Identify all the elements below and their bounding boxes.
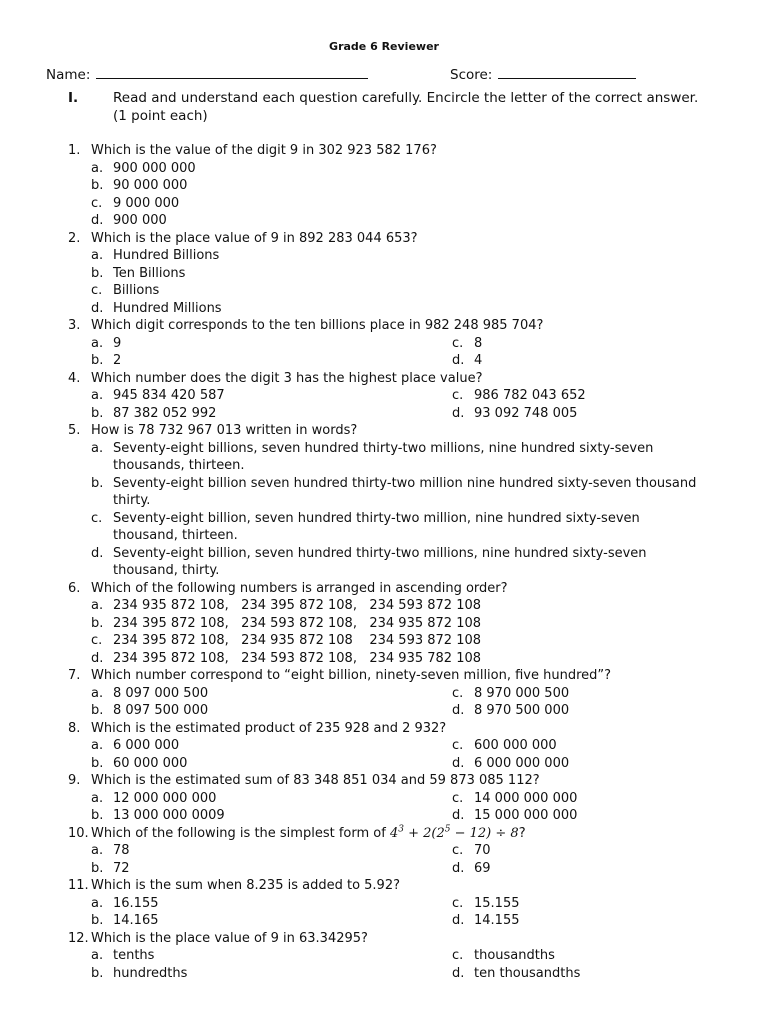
option-letter[interactable]: d. xyxy=(452,808,465,823)
question-number: 10. xyxy=(68,825,89,841)
option-a[interactable] xyxy=(0,160,768,178)
option-text[interactable]: 15.155 xyxy=(474,895,520,911)
question-7 xyxy=(0,667,768,720)
option-row xyxy=(0,352,768,370)
option-letter[interactable]: a. xyxy=(91,738,104,753)
option-letter: b. xyxy=(91,615,104,631)
math-exponent: 3 xyxy=(398,824,404,835)
option-text[interactable]: 93 092 748 005 xyxy=(474,405,578,421)
question-text xyxy=(91,825,526,843)
option-text[interactable]: 986 782 043 652 xyxy=(474,388,586,403)
question-number: 12. xyxy=(68,930,89,946)
option-row xyxy=(0,755,768,773)
option-b[interactable] xyxy=(0,265,768,283)
option-b[interactable] xyxy=(0,177,768,195)
option-letter: b. xyxy=(91,178,104,193)
math-base: 4 xyxy=(389,825,399,841)
option-letter[interactable]: a. xyxy=(91,685,104,701)
option-letter: c. xyxy=(91,195,103,211)
option-letter[interactable]: a. xyxy=(91,790,104,806)
option-letter[interactable]: c. xyxy=(452,388,464,403)
option-text: Ten Billions xyxy=(113,265,186,281)
name-label: Name: xyxy=(46,67,91,83)
option-letter[interactable]: c. xyxy=(452,738,464,753)
option-row xyxy=(0,947,768,965)
option-c[interactable] xyxy=(0,195,768,213)
option-letter: b. xyxy=(91,265,104,281)
option-b[interactable] xyxy=(0,475,768,510)
option-text: 234 395 872 108, 234 593 872 108, 234 935 872 108 xyxy=(113,615,482,631)
question-5 xyxy=(0,422,768,580)
option-letter[interactable]: d. xyxy=(452,703,465,718)
option-letter[interactable]: b. xyxy=(91,703,104,718)
option-text: 234 935 872 108, 234 395 872 108, 234 593 872 108 xyxy=(113,598,482,613)
option-letter: b. xyxy=(91,475,104,491)
option-c[interactable] xyxy=(0,510,768,545)
option-row xyxy=(0,387,768,405)
question-number: 6. xyxy=(68,580,81,596)
option-text[interactable]: 13 000 000 0009 xyxy=(113,808,225,823)
option-b[interactable] xyxy=(0,615,768,633)
option-letter[interactable]: b. xyxy=(91,353,104,368)
option-letter[interactable]: b. xyxy=(91,860,104,876)
option-a[interactable] xyxy=(0,247,768,265)
option-row xyxy=(0,335,768,353)
option-text[interactable]: 9 xyxy=(113,335,122,351)
option-text[interactable]: 8 097 000 500 xyxy=(113,685,209,701)
option-letter: d. xyxy=(91,650,104,666)
question-4 xyxy=(0,370,768,423)
option-row xyxy=(0,807,768,825)
option-text[interactable]: 70 xyxy=(474,843,491,858)
option-c[interactable] xyxy=(0,282,768,300)
option-letter: d. xyxy=(91,213,104,228)
option-text[interactable]: 14.155 xyxy=(474,913,520,928)
option-letter[interactable]: a. xyxy=(91,335,104,351)
question-9 xyxy=(0,772,768,825)
option-letter[interactable]: a. xyxy=(91,388,104,403)
option-text[interactable]: 60 000 000 xyxy=(113,755,188,771)
option-text[interactable]: 72 xyxy=(113,860,130,876)
question-number: 7. xyxy=(68,668,81,683)
page-title: Grade 6 Reviewer xyxy=(329,40,439,53)
option-letter: c. xyxy=(91,283,103,298)
option-letter[interactable]: d. xyxy=(452,405,465,421)
option-text[interactable]: 6 000 000 xyxy=(113,738,180,753)
option-text[interactable]: 15 000 000 000 xyxy=(474,808,578,823)
question-2 xyxy=(0,230,768,318)
option-text[interactable]: 14 000 000 000 xyxy=(474,790,578,806)
score-field xyxy=(450,64,636,83)
option-letter[interactable]: c. xyxy=(452,790,464,806)
option-text: 9 000 000 xyxy=(113,195,180,211)
option-d[interactable] xyxy=(0,650,768,668)
question-number: 1. xyxy=(68,143,81,158)
option-d[interactable] xyxy=(0,212,768,230)
option-text: Hundred Millions xyxy=(113,300,222,316)
option-text: Seventy-eight billion, seven hundred thirty-two million, nine hundred sixty-seven thousand, thirteen. xyxy=(113,510,640,543)
instruction-text: Read and understand each question carefully. Encircle the letter of the correct answer. (1 point each) xyxy=(113,90,699,124)
question-text: Which number does the digit 3 has the highest place value? xyxy=(91,370,483,386)
question-text: How is 78 732 967 013 written in words? xyxy=(91,423,358,438)
option-text[interactable]: 14.165 xyxy=(113,913,159,928)
option-letter: a. xyxy=(91,160,104,176)
option-text[interactable]: hundredths xyxy=(113,965,188,981)
question-text: Which digit corresponds to the ten billions place in 982 248 985 704? xyxy=(91,318,544,333)
score-blank-line[interactable] xyxy=(498,64,636,79)
option-text[interactable]: 8 xyxy=(474,335,483,351)
option-row xyxy=(0,842,768,860)
option-letter: a. xyxy=(91,440,104,456)
option-text[interactable]: 4 xyxy=(474,353,483,368)
option-letter[interactable]: d. xyxy=(452,965,465,981)
option-text[interactable]: 12 000 000 000 xyxy=(113,790,217,806)
option-row xyxy=(0,895,768,913)
question-6 xyxy=(0,580,768,668)
question-text: Which is the estimated sum of 83 348 851 034 and 59 873 085 112? xyxy=(91,773,540,788)
math-part: − 12) ÷ 8 xyxy=(450,825,519,841)
question-text: Which number correspond to “eight billion, ninety-seven million, five hundred”? xyxy=(91,668,612,683)
option-letter: a. xyxy=(91,248,104,263)
option-text[interactable]: 8 097 500 000 xyxy=(113,703,209,718)
option-text: 234 395 872 108, 234 935 872 108 234 593 872 108 xyxy=(113,633,482,648)
option-letter[interactable]: a. xyxy=(91,843,104,858)
question-text: Which is the sum when 8.235 is added to 5.92? xyxy=(91,878,401,893)
option-text: Seventy-eight billion, seven hundred thirty-two millions, nine hundred sixty-seven thousand, thirty. xyxy=(113,545,647,578)
question-list xyxy=(0,142,768,982)
option-letter[interactable]: a. xyxy=(91,948,104,963)
question-mark: ? xyxy=(518,825,526,841)
option-text[interactable]: 69 xyxy=(474,860,491,876)
option-letter[interactable]: b. xyxy=(91,755,104,771)
option-row xyxy=(0,685,768,703)
option-letter: d. xyxy=(91,545,104,561)
option-text[interactable]: 78 xyxy=(113,843,130,858)
option-letter[interactable]: d. xyxy=(452,860,465,876)
question-text: Which is the value of the digit 9 in 302 923 582 176? xyxy=(91,143,437,158)
option-letter[interactable]: b. xyxy=(91,405,104,421)
option-letter: c. xyxy=(91,633,103,648)
question-11 xyxy=(0,877,768,930)
score-label: Score: xyxy=(450,67,493,83)
option-text: 90 000 000 xyxy=(113,178,188,193)
option-text[interactable]: thousandths xyxy=(474,948,555,963)
option-text: Hundred Billions xyxy=(113,248,220,263)
option-text: 900 000 xyxy=(113,213,167,228)
option-row xyxy=(0,860,768,878)
option-text[interactable]: 2 xyxy=(113,353,122,368)
option-row xyxy=(0,965,768,983)
option-text[interactable]: 6 000 000 000 xyxy=(474,755,570,771)
option-text[interactable]: 16.155 xyxy=(113,895,159,911)
question-number: 2. xyxy=(68,230,81,246)
option-row xyxy=(0,737,768,755)
option-text: Seventy-eight billion seven hundred thirty-two million nine hundred sixty-seven thousand thirty. xyxy=(113,475,697,508)
question-number: 3. xyxy=(68,318,81,333)
question-text: Which of the following numbers is arranged in ascending order? xyxy=(91,580,508,596)
question-text: Which is the place value of 9 in 892 283 044 653? xyxy=(91,230,418,246)
option-row xyxy=(0,702,768,720)
option-letter[interactable]: b. xyxy=(91,808,104,823)
question-number: 5. xyxy=(68,423,81,438)
question-8 xyxy=(0,720,768,773)
option-text[interactable]: 945 834 420 587 xyxy=(113,388,225,403)
question-text: Which is the place value of 9 in 63.34295? xyxy=(91,930,368,946)
option-letter[interactable]: c. xyxy=(452,843,464,858)
option-letter[interactable]: a. xyxy=(91,895,104,911)
instruction-number: I. xyxy=(68,90,79,106)
option-a[interactable] xyxy=(0,440,768,475)
option-text[interactable]: ten thousandths xyxy=(474,965,581,981)
question-1 xyxy=(0,142,768,230)
question-12 xyxy=(0,930,768,983)
option-text[interactable]: 87 382 052 992 xyxy=(113,405,217,421)
option-row xyxy=(0,790,768,808)
math-exponent: 5 xyxy=(444,824,451,835)
question-10 xyxy=(0,825,768,878)
option-letter[interactable]: d. xyxy=(452,913,465,928)
question-number: 4. xyxy=(68,370,81,386)
option-text[interactable]: 8 970 500 000 xyxy=(474,703,570,718)
question-3 xyxy=(0,317,768,370)
name-blank-line[interactable] xyxy=(96,64,368,79)
option-c[interactable] xyxy=(0,632,768,650)
option-letter: a. xyxy=(91,598,104,613)
math-expression xyxy=(390,826,519,841)
question-text: Which is the estimated product of 235 928 and 2 932? xyxy=(91,720,447,736)
option-d[interactable] xyxy=(0,545,768,580)
option-letter[interactable]: d. xyxy=(452,755,465,771)
math-part: + 2(2 xyxy=(403,825,445,841)
question-number: 11. xyxy=(68,878,89,893)
option-row xyxy=(0,912,768,930)
option-text: Seventy-eight billions, seven hundred thirty-two millions, nine hundred sixty-seven thousands, thirteen. xyxy=(113,440,654,473)
option-text: 234 395 872 108, 234 593 872 108, 234 935 782 108 xyxy=(113,650,482,666)
option-d[interactable] xyxy=(0,300,768,318)
option-a[interactable] xyxy=(0,597,768,615)
option-text: 900 000 000 xyxy=(113,160,196,176)
option-text: Billions xyxy=(113,283,160,298)
question-number: 9. xyxy=(68,773,81,788)
option-text[interactable]: tenths xyxy=(113,948,155,963)
option-letter[interactable]: c. xyxy=(452,685,464,701)
option-letter[interactable]: b. xyxy=(91,965,104,981)
question-text-part: Which of the following is the simplest form of xyxy=(91,825,386,841)
option-letter[interactable]: c. xyxy=(452,895,464,911)
option-letter[interactable]: c. xyxy=(452,948,464,963)
option-letter[interactable]: c. xyxy=(452,335,464,351)
option-letter[interactable]: b. xyxy=(91,913,104,928)
option-text[interactable]: 8 970 000 500 xyxy=(474,685,570,701)
option-letter: d. xyxy=(91,300,104,316)
option-row xyxy=(0,405,768,423)
question-number: 8. xyxy=(68,720,81,736)
name-field xyxy=(46,64,368,83)
option-letter: c. xyxy=(91,510,103,526)
option-text[interactable]: 600 000 000 xyxy=(474,738,557,753)
option-letter[interactable]: d. xyxy=(452,353,465,368)
